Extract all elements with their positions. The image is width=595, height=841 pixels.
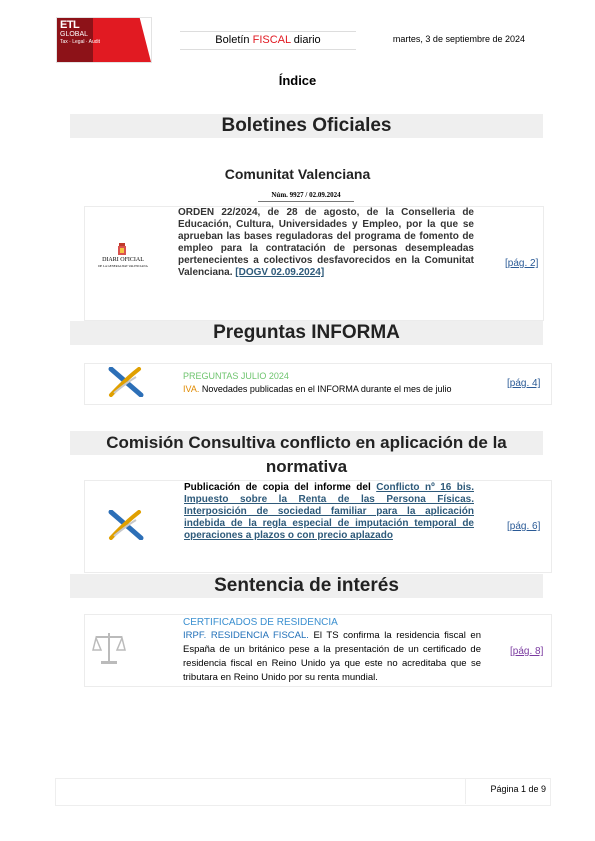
sentencia-description: El TS confirma la residencia fiscal en España de un británico pese a la presentación de un certificado de residencia fiscal en Reino Unido ya que este no acreditaba que se tributara en Reino Unido por su renta mundial. [183, 630, 481, 683]
dogv-logo [88, 243, 158, 273]
preguntas-category: PREGUNTAS JULIO 2024 [183, 371, 289, 381]
preguntas-description: Novedades publicadas en el INFORMA durante el mes de julio [199, 384, 452, 394]
dogv-logo-line1: DIARI OFICIAL [102, 257, 144, 263]
dogv-logo-line2: DE LA GENERALITAT VALENCIANA [98, 264, 148, 268]
etl-global-logo [56, 17, 152, 63]
region-heading: Comunitat Valenciana [224, 166, 371, 182]
page-counter: Página 1 de 9 [490, 784, 546, 794]
sentencia-text [183, 629, 481, 685]
bulletin-date: martes, 3 de septiembre de 2024 [392, 34, 525, 44]
aeat-logo-icon [108, 510, 144, 540]
dogv-link[interactable]: [DOGV 02.09.2024] [235, 267, 325, 278]
justice-scale-icon [92, 630, 126, 666]
boletin-order-text: ORDEN 22/2024, de 28 de agosto, de la Conselleria de Educación, Cultura, Universidades y Empleo, por la que se aprueban las bases reguladoras del programa de fomento de empleo para la contratación de personas desempleadas pertenecientes a colectivos desfavorecidos en la Comunitat Valenciana. [178, 207, 474, 278]
logo-line3: Tax · Legal · Audit [60, 39, 101, 45]
gazette-number: Núm. 9927 / 02.09.2024 [258, 191, 354, 202]
bulletin-title-pre: Boletín [215, 34, 253, 46]
section-title-boletines: Boletines Oficiales [70, 114, 543, 138]
dogv-emblem-icon [117, 243, 127, 257]
page-link-6[interactable]: [pág. 6] [507, 521, 541, 532]
bulletin-title-post: diario [290, 34, 321, 46]
aeat-logo-icon [108, 367, 144, 397]
bulletin-title-fiscal: FISCAL [252, 34, 291, 46]
bulletin-title [180, 31, 356, 50]
page-link-2[interactable]: [pág. 2] [505, 258, 539, 269]
boletin-text [178, 207, 474, 279]
comision-lead: Publicación de copia del informe del [184, 482, 377, 493]
conflicto-link[interactable]: Conflicto nº 16 bis. Impuesto sobre la Renta de las Persona Físicas. Interposición de sociedad familiar para la aplicación indebida de la regla especial de imputación temporal de operaciones a plazos o con precio aplazado [184, 482, 474, 541]
section-title-preguntas: Preguntas INFORMA [70, 321, 543, 345]
section-title-comision: Comisión Consultiva conflicto en aplicación de la normativa [70, 431, 543, 455]
comision-text [184, 482, 474, 542]
index-heading: Índice [278, 73, 317, 88]
section-title-sentencia: Sentencia de interés [70, 574, 543, 598]
preguntas-text [183, 384, 451, 394]
logo-line1: ETL [60, 19, 80, 31]
logo-line2: GLOBAL [60, 31, 89, 38]
iva-tag: IVA. [183, 384, 200, 394]
page-link-8[interactable]: [pág. 8] [510, 646, 544, 657]
page-link-4[interactable]: [pág. 4] [507, 378, 541, 389]
sentencia-category: CERTIFICADOS DE RESIDENCIA [183, 617, 338, 628]
irpf-tag: IRPF. RESIDENCIA FISCAL. [183, 630, 309, 641]
